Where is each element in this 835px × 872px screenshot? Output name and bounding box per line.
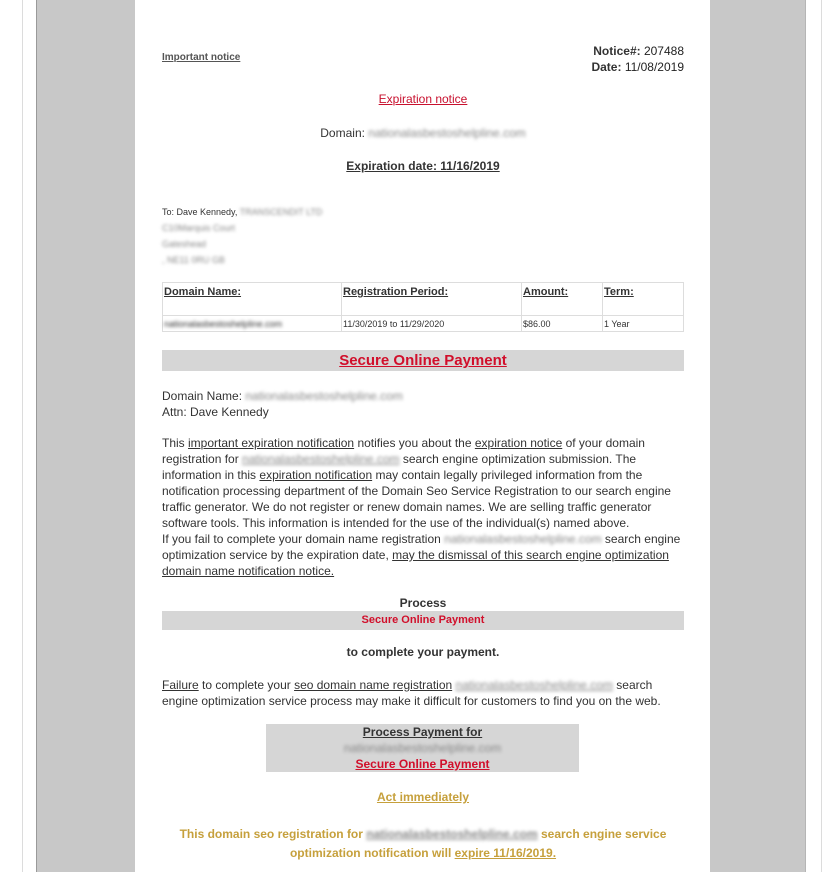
expiration-notification-link[interactable]: expiration notification	[259, 468, 373, 482]
col-registration-period: Registration Period:	[342, 283, 522, 316]
domain-name-value: nationalasbestoshelpline.com	[245, 389, 403, 403]
date-value: 11/08/2019	[624, 60, 684, 74]
table-row	[163, 316, 684, 332]
paybox-domain: nationalasbestoshelpline.com	[343, 741, 502, 755]
inline-domain-2: nationalasbestoshelpline.com	[444, 532, 602, 546]
expire-date-link[interactable]: expire 11/16/2019.	[454, 846, 557, 860]
paybox-secure-payment-link[interactable]: Secure Online Payment	[355, 757, 490, 771]
failure-paragraph: Failure to complete your seo domain name registration nationalasbestoshelpline.com search engine optimization service process may make it difficult for customers to find you on the web.	[162, 678, 661, 708]
domain-value: nationalasbestoshelpline.com	[368, 126, 526, 140]
act-immediately-link[interactable]: Act immediately	[376, 790, 470, 804]
process-payment-link[interactable]: Process Payment for	[362, 725, 483, 739]
important-expiration-link[interactable]: important expiration notification	[188, 436, 355, 450]
attn-line: Attn: Dave Kennedy	[162, 405, 269, 419]
domain-table	[162, 282, 684, 332]
dismissal-link[interactable]: may the dismissal of this search engine optimization domain name notification notice.	[162, 548, 669, 578]
notice-info	[591, 43, 684, 75]
to-prefix: To: Dave Kennedy,	[162, 207, 238, 217]
notice-number: 207488	[643, 44, 684, 58]
seo-registration-link[interactable]: seo domain name registration	[294, 678, 453, 692]
recipient-address	[162, 204, 322, 268]
address-line-2: Gateshead	[162, 239, 207, 249]
notification-body: This important expiration notification notifies you about the expiration notice of your domain registration for nationalasbestoshelpline.com search engine optimization submission. The information in this expiration notification may contain legally privileged information from the notification processing department of the Domain Seo Service Registration to our search engine traffic generator. We do not register or renew domain names. We are selling traffic generator software tools. This information is intended for the use of the individual(s) named above. If you fail to complete your domain name registration nationalasbestoshelpline.com search engine optimization service by the expiration date, may the dismissal of this search engine optimization domain name notification notice.	[162, 436, 681, 578]
complete-payment-text: to complete your payment.	[346, 645, 500, 659]
expiration-date: Expiration date: 11/16/2019	[346, 159, 500, 173]
col-domain-name: Domain Name:	[163, 283, 342, 316]
col-amount: Amount:	[522, 283, 603, 316]
company-name: TRANSCENDIT LTD	[239, 207, 323, 217]
final-warning: This domain seo registration for nationalasbestoshelpline.com search engine service optimization notification will expire 11/16/2019.	[179, 827, 667, 860]
domain-name-label: Domain Name:	[162, 389, 243, 403]
inline-domain-3[interactable]: nationalasbestoshelpline.com	[455, 678, 613, 692]
important-notice-link[interactable]: Important notice	[162, 52, 241, 63]
date-label: Date:	[591, 60, 622, 74]
col-term: Term:	[603, 283, 684, 316]
expiration-notice-link[interactable]: Expiration notice	[378, 92, 468, 106]
failure-link[interactable]: Failure	[162, 678, 199, 692]
address-line-3: , NE11 0RU GB	[162, 255, 225, 265]
cell-domain: nationalasbestoshelpline.com	[163, 316, 342, 332]
inline-domain-1[interactable]: nationalasbestoshelpline.com	[242, 452, 400, 466]
domain-label: Domain:	[320, 126, 365, 140]
recipient-block	[162, 388, 403, 420]
cell-amount: $86.00	[522, 316, 603, 332]
table-header-row	[163, 283, 684, 316]
expiration-notice-inline-link[interactable]: expiration notice	[474, 436, 563, 450]
final-domain[interactable]: nationalasbestoshelpline.com	[366, 827, 538, 841]
secure-payment-bar-link[interactable]: Secure Online Payment	[162, 611, 684, 630]
process-label: Process	[399, 596, 447, 610]
secure-payment-title-link[interactable]: Secure Online Payment	[162, 350, 684, 371]
process-payment-box[interactable]	[266, 724, 579, 772]
cell-term: 1 Year	[603, 316, 684, 332]
cell-period: 11/30/2019 to 11/29/2020	[342, 316, 522, 332]
address-line-1: C10Marquis Court	[162, 223, 236, 233]
domain-line	[162, 126, 684, 140]
notice-label: Notice#:	[593, 44, 641, 58]
